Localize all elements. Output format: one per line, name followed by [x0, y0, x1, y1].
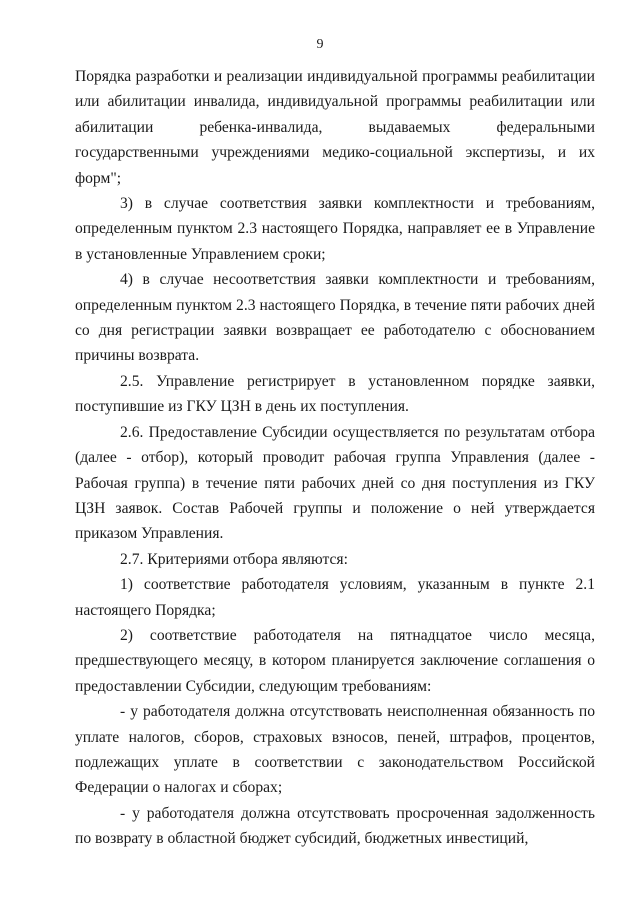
paragraph-10: - у работодателя должна отсутствовать просроченная задолженность по возврату в областной бюджет субсидий, бюджетных инвестиций, [75, 804, 595, 848]
document-body [75, 64, 595, 852]
paragraph-7: 1) соответствие работодателя условиям, указанным в пункте 2.1 настоящего Порядка; [75, 576, 595, 619]
paragraph-9: - у работодателя должна отсутствовать неисполненная обязанность по уплате налогов, сборов, страховых взносов, пеней, штрафов, процентов, подлежащих уплате в соответствии с законодательством Российской Федерации о налогах и сборах; [75, 703, 595, 797]
paragraph-6: 2.7. Критериями отбора являются: [120, 550, 348, 568]
paragraph-3: 4) в случае несоответствия заявки комплектности и требованиям, определенным пунктом 2.3 настоящего Порядка, в течение пяти рабочих дней со дня регистрации заявки возвращает ее работодателю с обоснованием причины возврата. [75, 271, 595, 365]
paragraph-2: 3) в случае соответствия заявки комплектности и требованиям, определенным пунктом 2.3 настоящего Порядка, направляет ее в Управление в установленные Управлением сроки; [75, 195, 595, 263]
paragraph-8: 2) соответствие работодателя на пятнадцатое число месяца, предшествующего месяцу, в котором планируется заключение соглашения о предоставлении Субсидии, следующим требованиям: [75, 626, 595, 695]
paragraph-1: Порядка разработки и реализации индивидуальной программы реабилитации или абилитации инвалида, индивидуальной программы реабилитации или абилитации ребенка-инвалида, выдаваемых федеральными государственными учреждениями медико-социальной экспертизы, и их форм"; [75, 68, 595, 187]
page-number: 9 [316, 37, 324, 52]
paragraph-4: 2.5. Управление регистрирует в установленном порядке заявки, поступившие из ГКУ ЦЗН в день их поступления. [75, 372, 595, 416]
paragraph-5: 2.6. Предоставление Субсидии осуществляется по результатам отбора (далее - отбор), который проводит рабочая группа Управления (далее - Рабочая группа) в течение пяти рабочих дней со дня поступления из ГКУ ЦЗН заявок. Состав Рабочей группы и положение о ней утверждается приказом Управления. [75, 423, 595, 543]
